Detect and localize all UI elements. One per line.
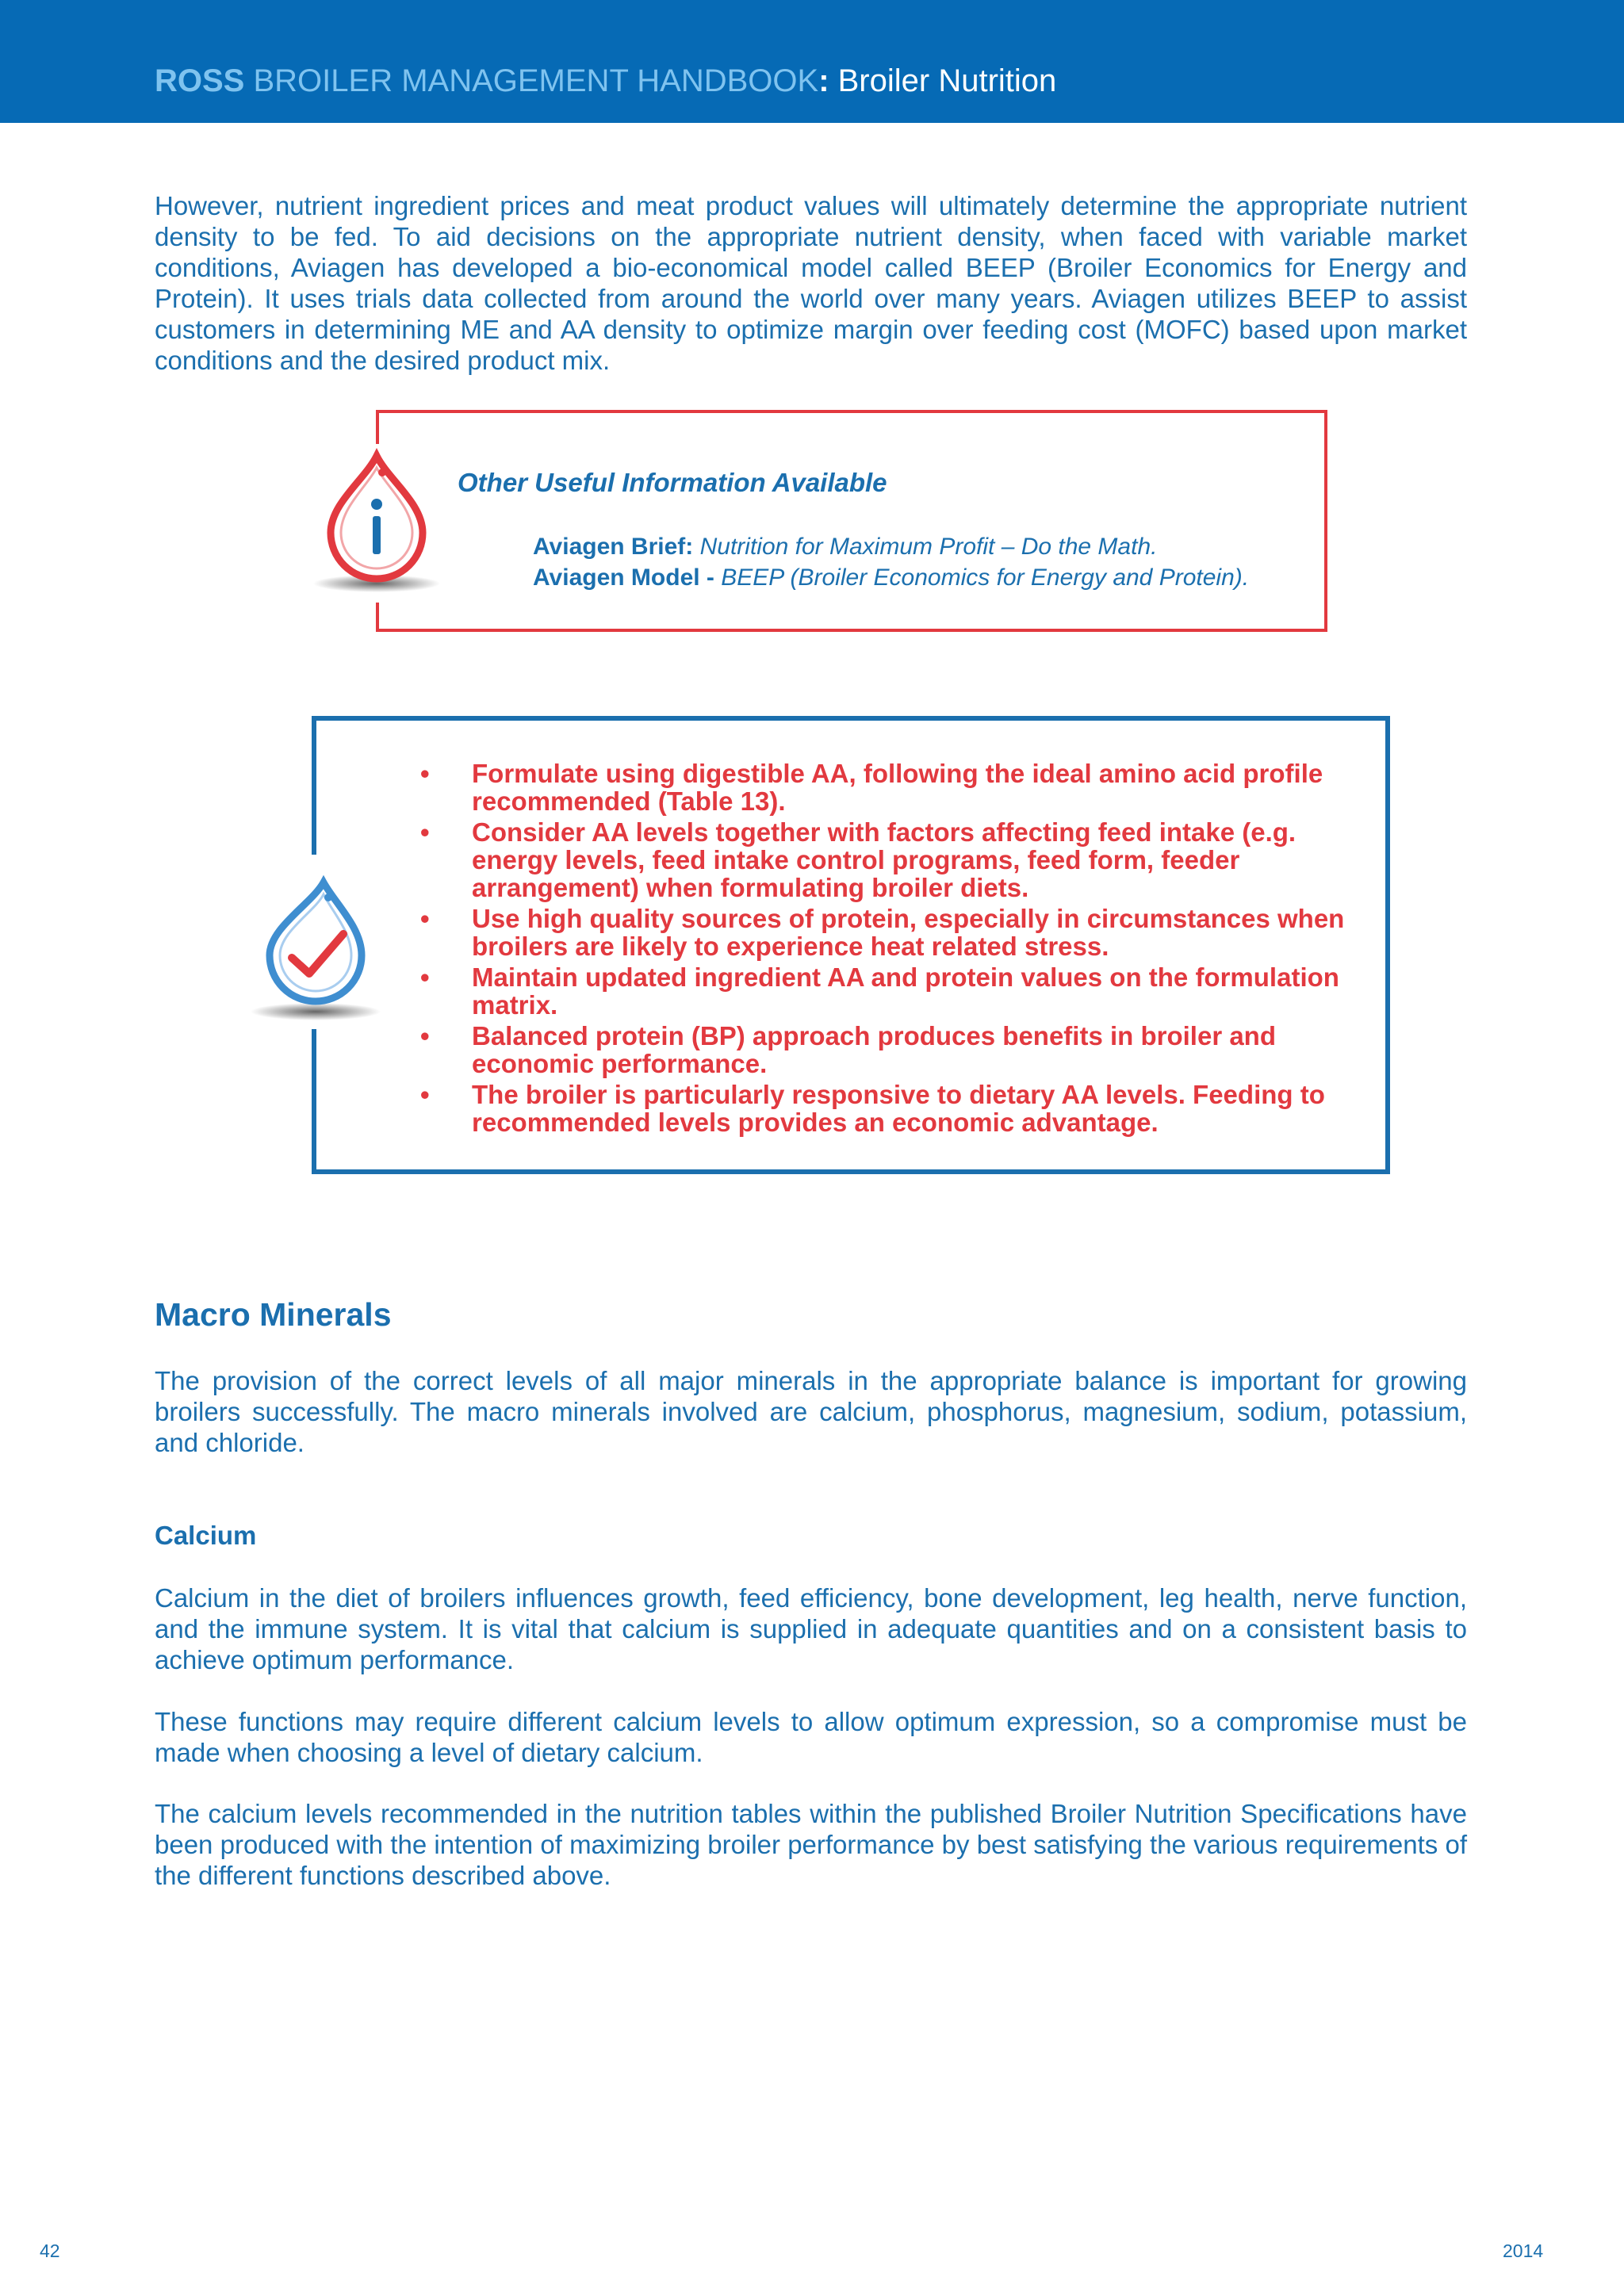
header-title xyxy=(155,62,1056,100)
info-item-value: Nutrition for Maximum Profit – Do the Math. xyxy=(699,534,1158,560)
list-item xyxy=(420,963,1372,1019)
section-heading-macro-minerals: Macro Minerals xyxy=(155,1296,392,1333)
list-item xyxy=(420,905,1372,960)
bullet-icon: • xyxy=(420,817,430,847)
intro-paragraph: However, nutrient ingredient prices and meat product values will ultimately determine the appropriate nutrient density to be fed. To aid decisions on the appropriate nutrient density, when faced with variable market conditions, Aviagen has developed a bio-economical model called BEEP (Broiler Economics for Energy and Protein). It uses trials data collected from around the world over many years. Aviagen utilizes BEEP to assist customers in determining ME and AA density to optimize margin over feeding cost (MOFC) based upon market conditions and the desired product mix. xyxy=(155,191,1467,375)
info-item-model xyxy=(533,564,1249,591)
bullet-icon: • xyxy=(420,962,430,992)
bullet-icon: • xyxy=(420,1080,430,1109)
list-item-text: Maintain updated ingredient AA and protein values on the formulation matrix. xyxy=(472,962,1339,1020)
list-item-text: The broiler is particularly responsive to dietary AA levels. Feeding to recommended levels provides an economic advantage. xyxy=(472,1080,1325,1137)
subheading-calcium: Calcium xyxy=(155,1521,257,1550)
calcium-paragraph: Calcium in the diet of broilers influences growth, feed efficiency, bone development, leg health, nerve function, and the immune system. It is vital that calcium is supplied in adequate quantities and on a consistent basis to achieve optimum performance. xyxy=(155,1583,1467,1674)
list-item xyxy=(420,760,1372,815)
bullet-icon: • xyxy=(420,759,430,788)
calcium-paragraph: The calcium levels recommended in the nutrition tables within the published Broiler Nutrition Specifications have been produced with the intention of maximizing broiler performance by best satisfying the various requirements of the different functions described above. xyxy=(155,1799,1467,1890)
header-section-title: Broiler Nutrition xyxy=(829,63,1057,98)
list-item-text: Formulate using digestible AA, following the ideal amino acid profile recommended (Table 13). xyxy=(472,759,1323,816)
info-item-label: Aviagen Brief: xyxy=(533,534,700,560)
info-drop-icon xyxy=(301,444,460,603)
list-item-text: Use high quality sources of protein, especially in circumstances when broilers are likely to experience heat related stress. xyxy=(472,904,1345,961)
list-item xyxy=(420,1022,1372,1077)
header-book-title: BROILER MANAGEMENT HANDBOOK xyxy=(244,63,819,98)
bullet-icon: • xyxy=(420,904,430,933)
list-item-text: Consider AA levels together with factors affecting feed intake (e.g. energy levels, feed intake control programs, feed form, feeder arrangement) when formulating broiler diets. xyxy=(472,817,1297,902)
list-item-text: Balanced protein (BP) approach produces benefits in broiler and economic performance. xyxy=(472,1021,1276,1078)
page-number: 42 xyxy=(40,2241,60,2261)
checkmark-drop-icon xyxy=(236,855,395,1029)
info-item-value: BEEP (Broiler Economics for Energy and Protein). xyxy=(721,564,1250,591)
bullet-icon: • xyxy=(420,1021,430,1050)
header-brand: ROSS xyxy=(155,63,245,98)
list-item xyxy=(420,1081,1372,1136)
footer-year: 2014 xyxy=(1503,2241,1544,2261)
info-box-heading: Other Useful Information Available xyxy=(458,468,887,497)
info-item-brief xyxy=(533,534,1157,561)
info-item-label: Aviagen Model - xyxy=(533,564,722,591)
calcium-paragraph: These functions may require different calcium levels to allow optimum expression, so a compromise must be made when choosing a level of dietary calcium. xyxy=(155,1707,1467,1767)
checklist xyxy=(420,760,1372,1139)
header-separator: : xyxy=(818,63,829,98)
page-header xyxy=(0,0,1624,123)
list-item xyxy=(420,818,1372,901)
macro-minerals-paragraph: The provision of the correct levels of all major minerals in the appropriate balance is important for growing broilers successfully. The macro minerals involved are calcium, phosphorus, magnesium, sodium, potassium, and chloride. xyxy=(155,1366,1467,1457)
info-box xyxy=(376,410,1327,632)
